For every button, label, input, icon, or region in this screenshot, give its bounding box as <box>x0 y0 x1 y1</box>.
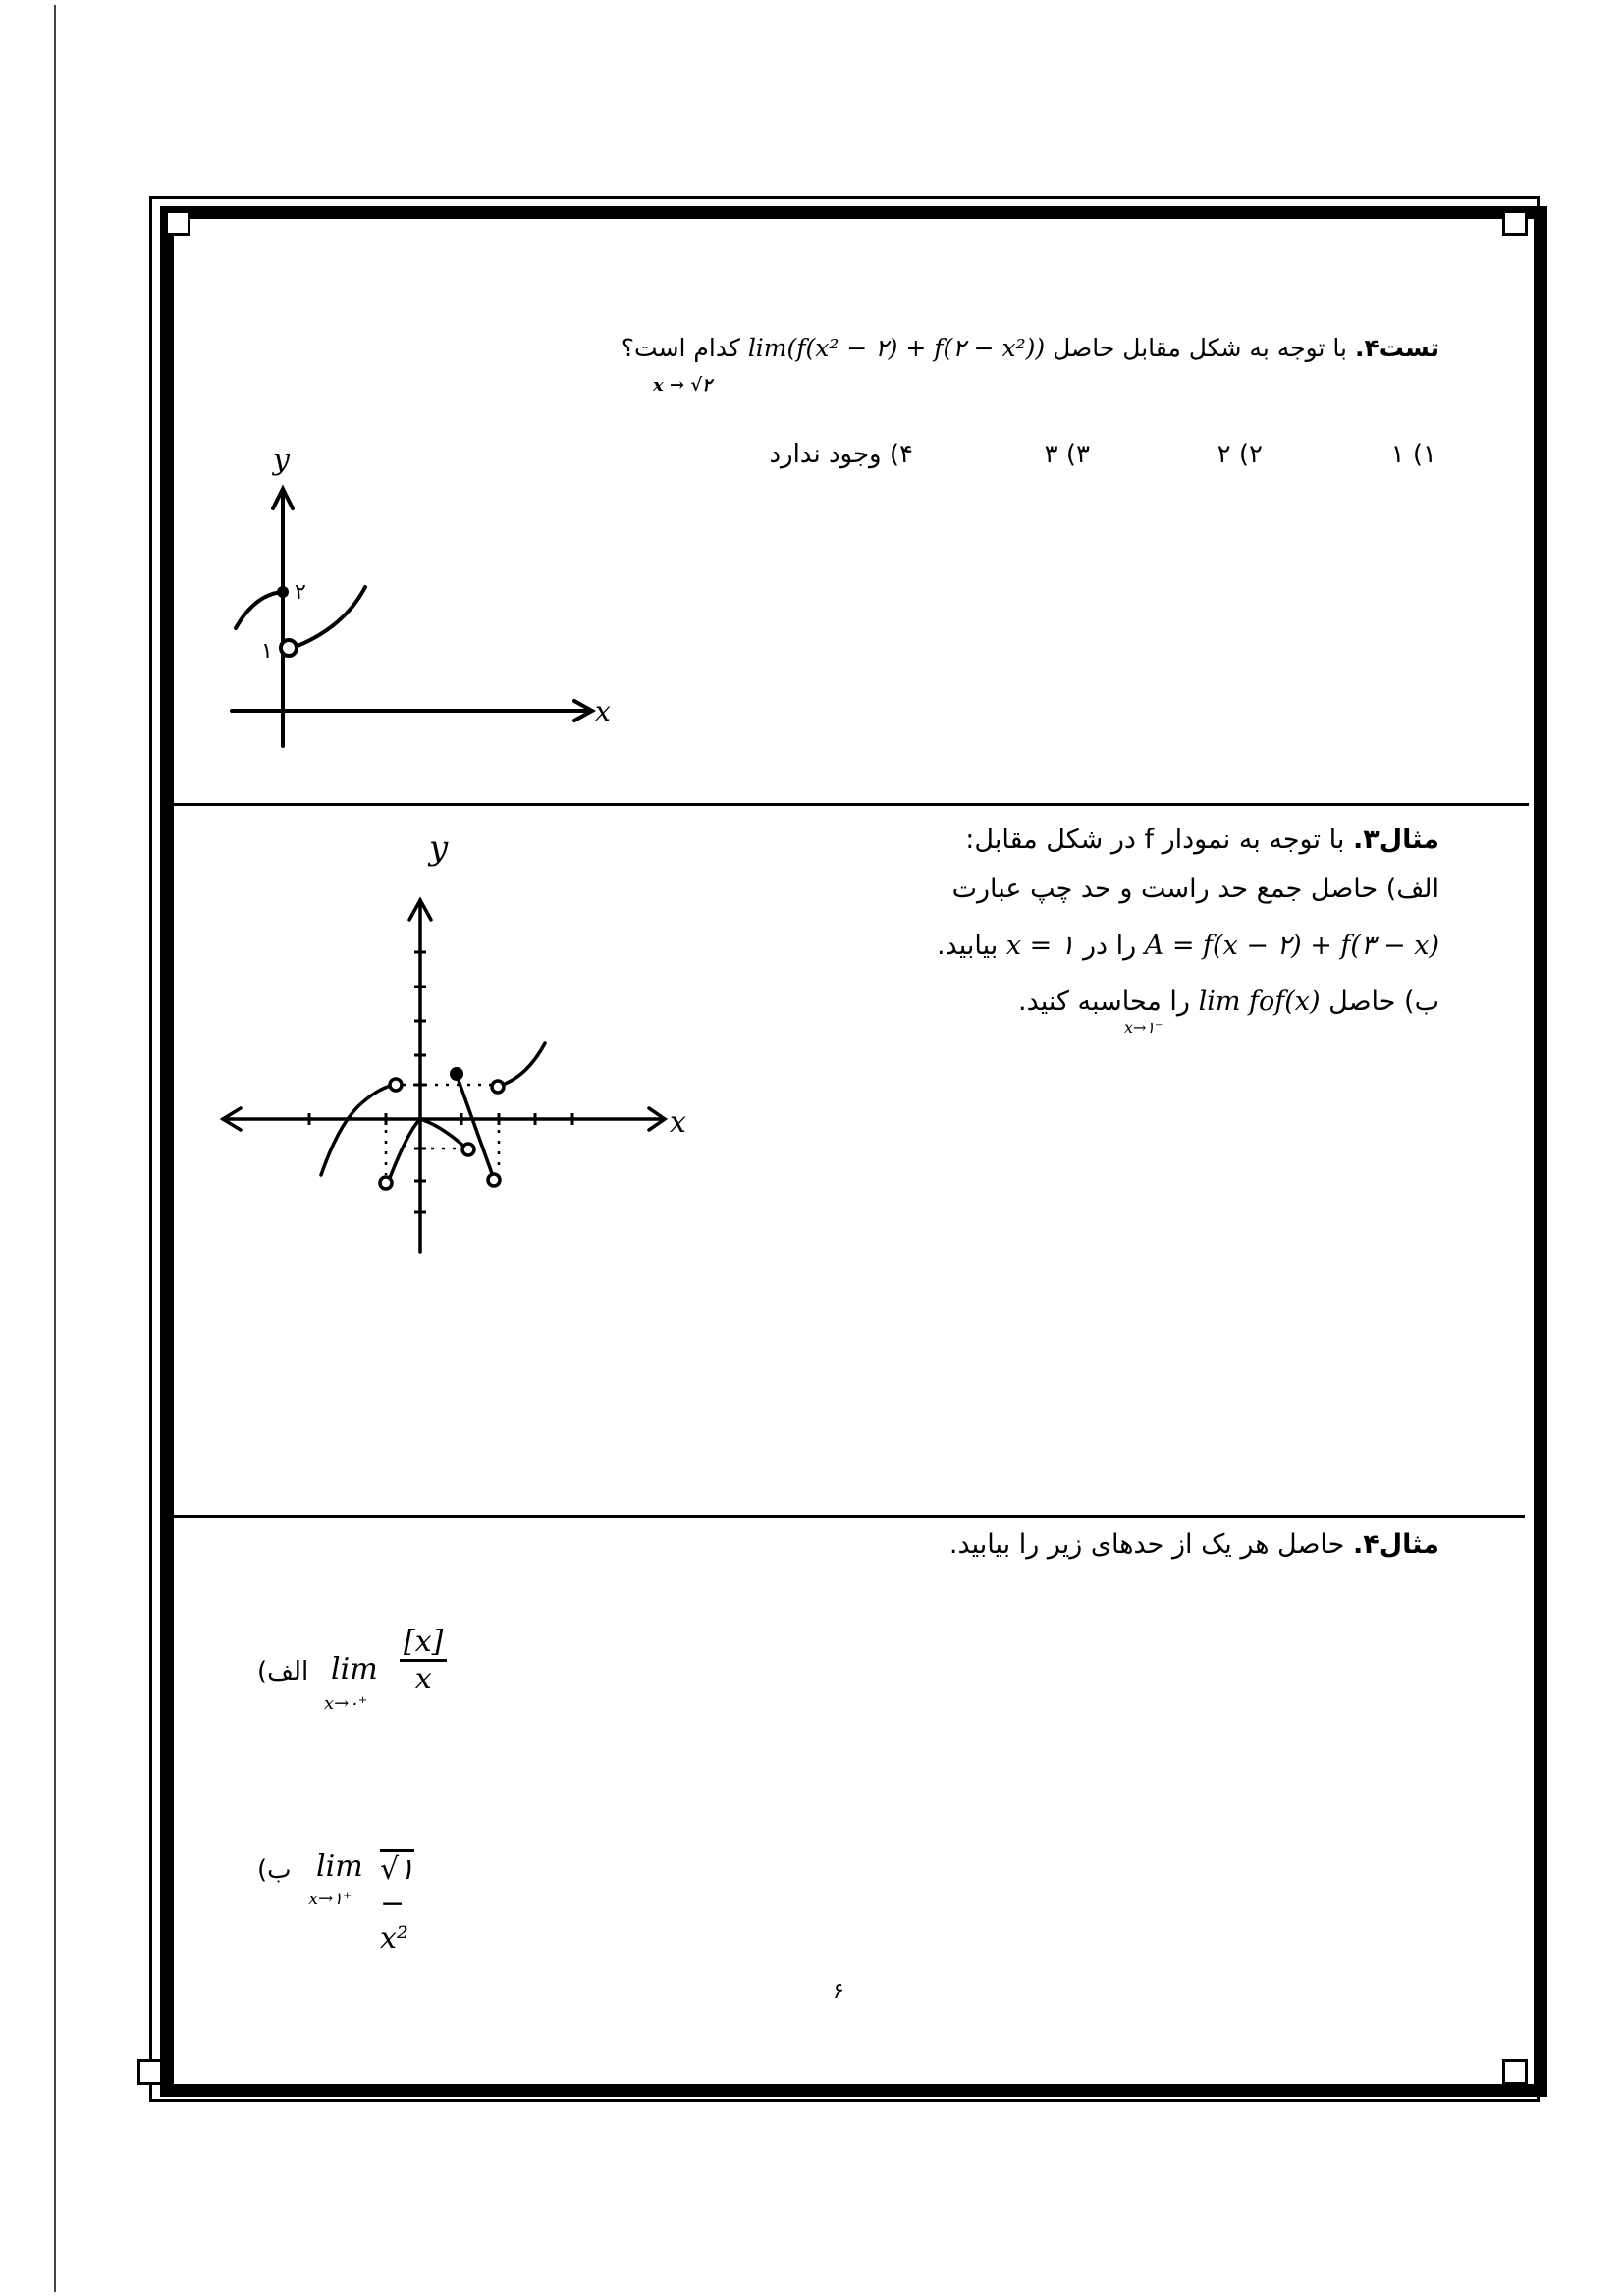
choice-number: ۴) <box>889 440 913 469</box>
choice-number: ۳) <box>1065 440 1090 469</box>
part-a-expression: A = f(x − ۲) + f(۳ − x) <box>1144 931 1439 961</box>
frame-corner-ornament <box>1502 2059 1528 2085</box>
choice-4[interactable] <box>769 440 913 469</box>
choice-number: ۱) <box>1412 440 1436 469</box>
filled-point <box>450 1067 463 1081</box>
example3-label: مثال۳. <box>1352 825 1439 855</box>
part-b-expression: √۱ − x² <box>380 1849 414 1955</box>
choice-value: وجود ندارد <box>769 440 882 469</box>
test4-text-after: کدام است؟ <box>621 334 740 362</box>
example3-graph <box>211 820 702 1261</box>
choice-2[interactable] <box>1217 440 1263 469</box>
scan-edge-line <box>54 5 56 2292</box>
example3-part-b <box>1018 987 1439 1018</box>
section-divider <box>174 803 1529 806</box>
part-a-at: x = ۱ <box>1005 931 1075 961</box>
example3-intro-text: با توجه به نمودار f در شکل مقابل: <box>965 825 1345 855</box>
segment-4 <box>457 1075 494 1179</box>
part-a-label: الف) <box>257 1657 309 1686</box>
part-a-mid: را در <box>1082 931 1137 961</box>
example3-part-a-line2 <box>937 931 1439 962</box>
tick-label-2: ۲ <box>295 580 306 605</box>
test4-graph <box>216 422 628 756</box>
part-a-fraction <box>400 1625 447 1696</box>
test4-text-before: با توجه به شکل مقابل حاصل <box>1053 334 1347 362</box>
curve-1 <box>321 1085 396 1175</box>
curve-3 <box>420 1119 466 1148</box>
choice-value: ۲ <box>1217 440 1231 469</box>
part-b-expression: lim fof(x) <box>1198 987 1321 1017</box>
part-b-label: ب) <box>257 1855 292 1885</box>
x-axis-label: x <box>595 695 611 727</box>
part-b-limit-subscript: x→۱⁻ <box>1124 1018 1163 1037</box>
frame-corner-ornament <box>137 2059 163 2085</box>
part-b-subscript: x→۱⁺ <box>308 1889 352 1909</box>
open-point <box>281 640 297 656</box>
choice-value: ۳ <box>1044 440 1058 469</box>
x-axis-label: x <box>670 1105 686 1140</box>
part-a-end: بیابید. <box>936 931 999 961</box>
curve-left <box>236 592 283 628</box>
filled-point <box>277 586 289 598</box>
example3-intro <box>965 825 1439 856</box>
curve-2 <box>388 1119 420 1183</box>
frame-corner-ornament <box>165 210 190 236</box>
part-b-lim: lim <box>316 1849 363 1884</box>
test4-question <box>622 334 1439 363</box>
part-a-subscript: x→۰⁺ <box>324 1693 368 1714</box>
page-number: ۶ <box>833 1979 844 2003</box>
choice-3[interactable] <box>1045 440 1090 469</box>
part-b-prefix: ب) حاصل <box>1328 987 1439 1017</box>
test4-limit-subscript: x → √۲ <box>653 375 712 396</box>
section-divider <box>160 1515 1525 1518</box>
fraction-denominator: x <box>414 1662 432 1696</box>
test4-expression: lim(f(x² − ۲) + f(۲ − x²)) <box>747 334 1046 362</box>
fraction-numerator: [x] <box>400 1625 447 1662</box>
part-b-suffix: را محاسبه کنید. <box>1018 987 1190 1017</box>
curve-5 <box>496 1043 545 1087</box>
y-axis-label: y <box>429 828 449 868</box>
test4-label: تست۴. <box>1354 334 1439 362</box>
example4-intro-text: حاصل هر یک از حدهای زیر را بیابید. <box>948 1529 1345 1560</box>
example4-label: مثال۴. <box>1352 1529 1439 1560</box>
y-axis-label: y <box>273 443 290 477</box>
example3-part-a-line1: الف) حاصل جمع حد راست و حد چپ عبارت <box>951 874 1439 904</box>
frame-corner-ornament <box>1502 210 1528 236</box>
choice-number: ۲) <box>1238 440 1263 469</box>
tick-label-1: ۱ <box>261 639 273 664</box>
choice-1[interactable] <box>1391 440 1436 469</box>
part-a-lim: lim <box>331 1652 378 1686</box>
choice-value: ۱ <box>1390 440 1405 469</box>
example4-intro <box>949 1529 1439 1561</box>
